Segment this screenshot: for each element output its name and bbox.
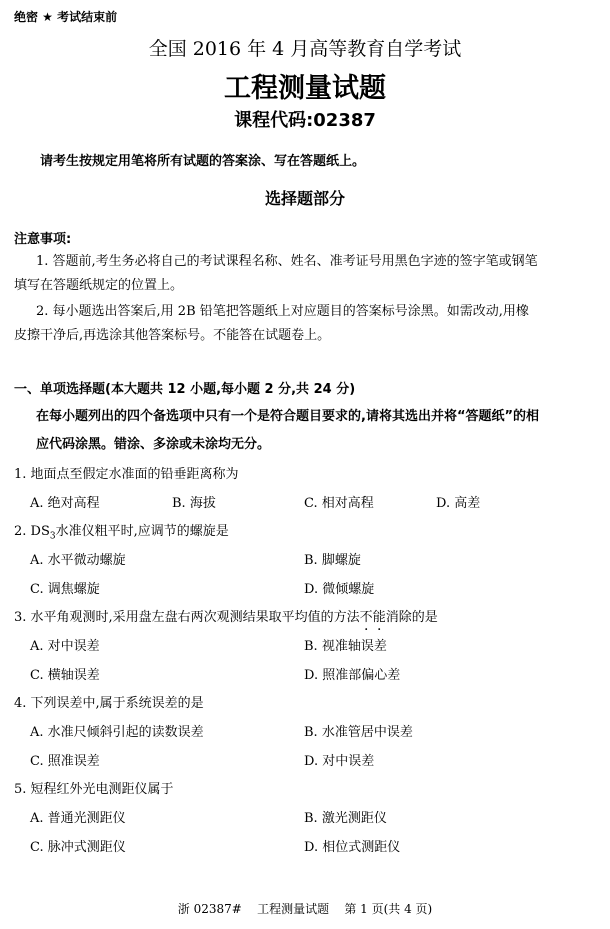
question-4-option-b: B. 水准管居中误差 [304,725,413,740]
question-4-option-c: C. 照准误差 [30,754,100,769]
note-2-line-2: 皮擦干净后,再选涂其他答案标号。不能答在试题卷上。 [14,328,331,343]
question-5-option-c: C. 脉冲式测距仪 [30,840,126,855]
question-3-option-a: A. 对中误差 [30,639,100,654]
question-5-option-b: B. 激光测距仪 [304,811,387,826]
question-4-option-d: D. 对中误差 [304,754,375,769]
notes-heading: 注意事项: [14,232,72,247]
question-2-stem-subscript: 3 [49,531,56,542]
question-2-stem [14,520,229,542]
question-4-stem: 4. 下列误差中,属于系统误差的是 [14,696,204,711]
part-1-heading: 一、单项选择题(本大题共 12 小题,每小题 2 分,共 24 分) [14,382,356,397]
part-1-desc-line-2: 应代码涂黑。错涂、多涂或未涂均无分。 [36,437,271,452]
question-5-option-a: A. 普通光测距仪 [30,811,126,826]
section-title: 选择题部分 [264,189,345,208]
note-1-line-2: 填写在答题纸规定的位置上。 [14,278,184,293]
page-footer: 浙 02387# 工程测量试题 第 1 页(共 4 页) [177,902,433,916]
question-2-stem-suffix: 水准仪粗平时,应调节的螺旋是 [55,524,229,539]
question-2-option-d: D. 微倾螺旋 [304,582,375,597]
note-2-line-1: 2. 每小题选出答案后,用 2B 铅笔把答题纸上对应题目的答案标号涂黑。如需改动,用橡 [36,304,529,319]
question-5-stem: 5. 短程红外光电测距仪属于 [14,782,174,797]
question-2-stem-prefix: 2. DS [14,524,50,539]
exam-title: 全国 2016 年 4 月高等教育自学考试 [148,38,462,60]
question-2-option-a: A. 水平微动螺旋 [30,553,126,568]
question-3-option-d: D. 照准部偏心差 [304,668,401,683]
subject-title: 工程测量试题 [224,73,386,104]
question-1-option-a: A. 绝对高程 [30,496,100,511]
question-3-emphasis-1: 不 [359,610,373,625]
question-3-stem-prefix: 3. 水平角观测时,采用盘左盘右两次观测结果取平均值的方法 [14,610,360,625]
question-3-emphasis-2: 能 [372,610,386,625]
note-1-line-1: 1. 答题前,考生务必将自己的考试课程名称、姓名、准考证号用黑色字迹的签字笔或钢笔 [36,254,538,269]
part-1-desc-line-1: 在每小题列出的四个备选项中只有一个是符合题目要求的,请将其选出并将“答题纸”的相 [36,409,540,424]
question-1-option-b: B. 海拔 [172,496,216,511]
question-3-option-b: B. 视准轴误差 [304,639,387,654]
course-code: 课程代码:02387 [234,110,376,131]
question-1-option-c: C. 相对高程 [304,496,374,511]
question-3-stem [14,606,438,625]
question-2-option-b: B. 脚螺旋 [304,553,361,568]
question-3-stem-suffix: 消除的是 [385,610,438,625]
question-2-option-c: C. 调焦螺旋 [30,582,100,597]
confidential-label: 绝密 ★ 考试结束前 [14,10,118,24]
question-5-option-d: D. 相位式测距仪 [304,840,401,855]
question-1-stem: 1. 地面点至假定水准面的铅垂距离称为 [14,467,239,482]
question-1-option-d: D. 高差 [436,496,481,511]
question-4-option-a: A. 水准尺倾斜引起的读数误差 [30,725,204,740]
question-3-option-c: C. 横轴误差 [30,668,100,683]
answer-instruction: 请考生按规定用笔将所有试题的答案涂、写在答题纸上。 [40,154,366,169]
